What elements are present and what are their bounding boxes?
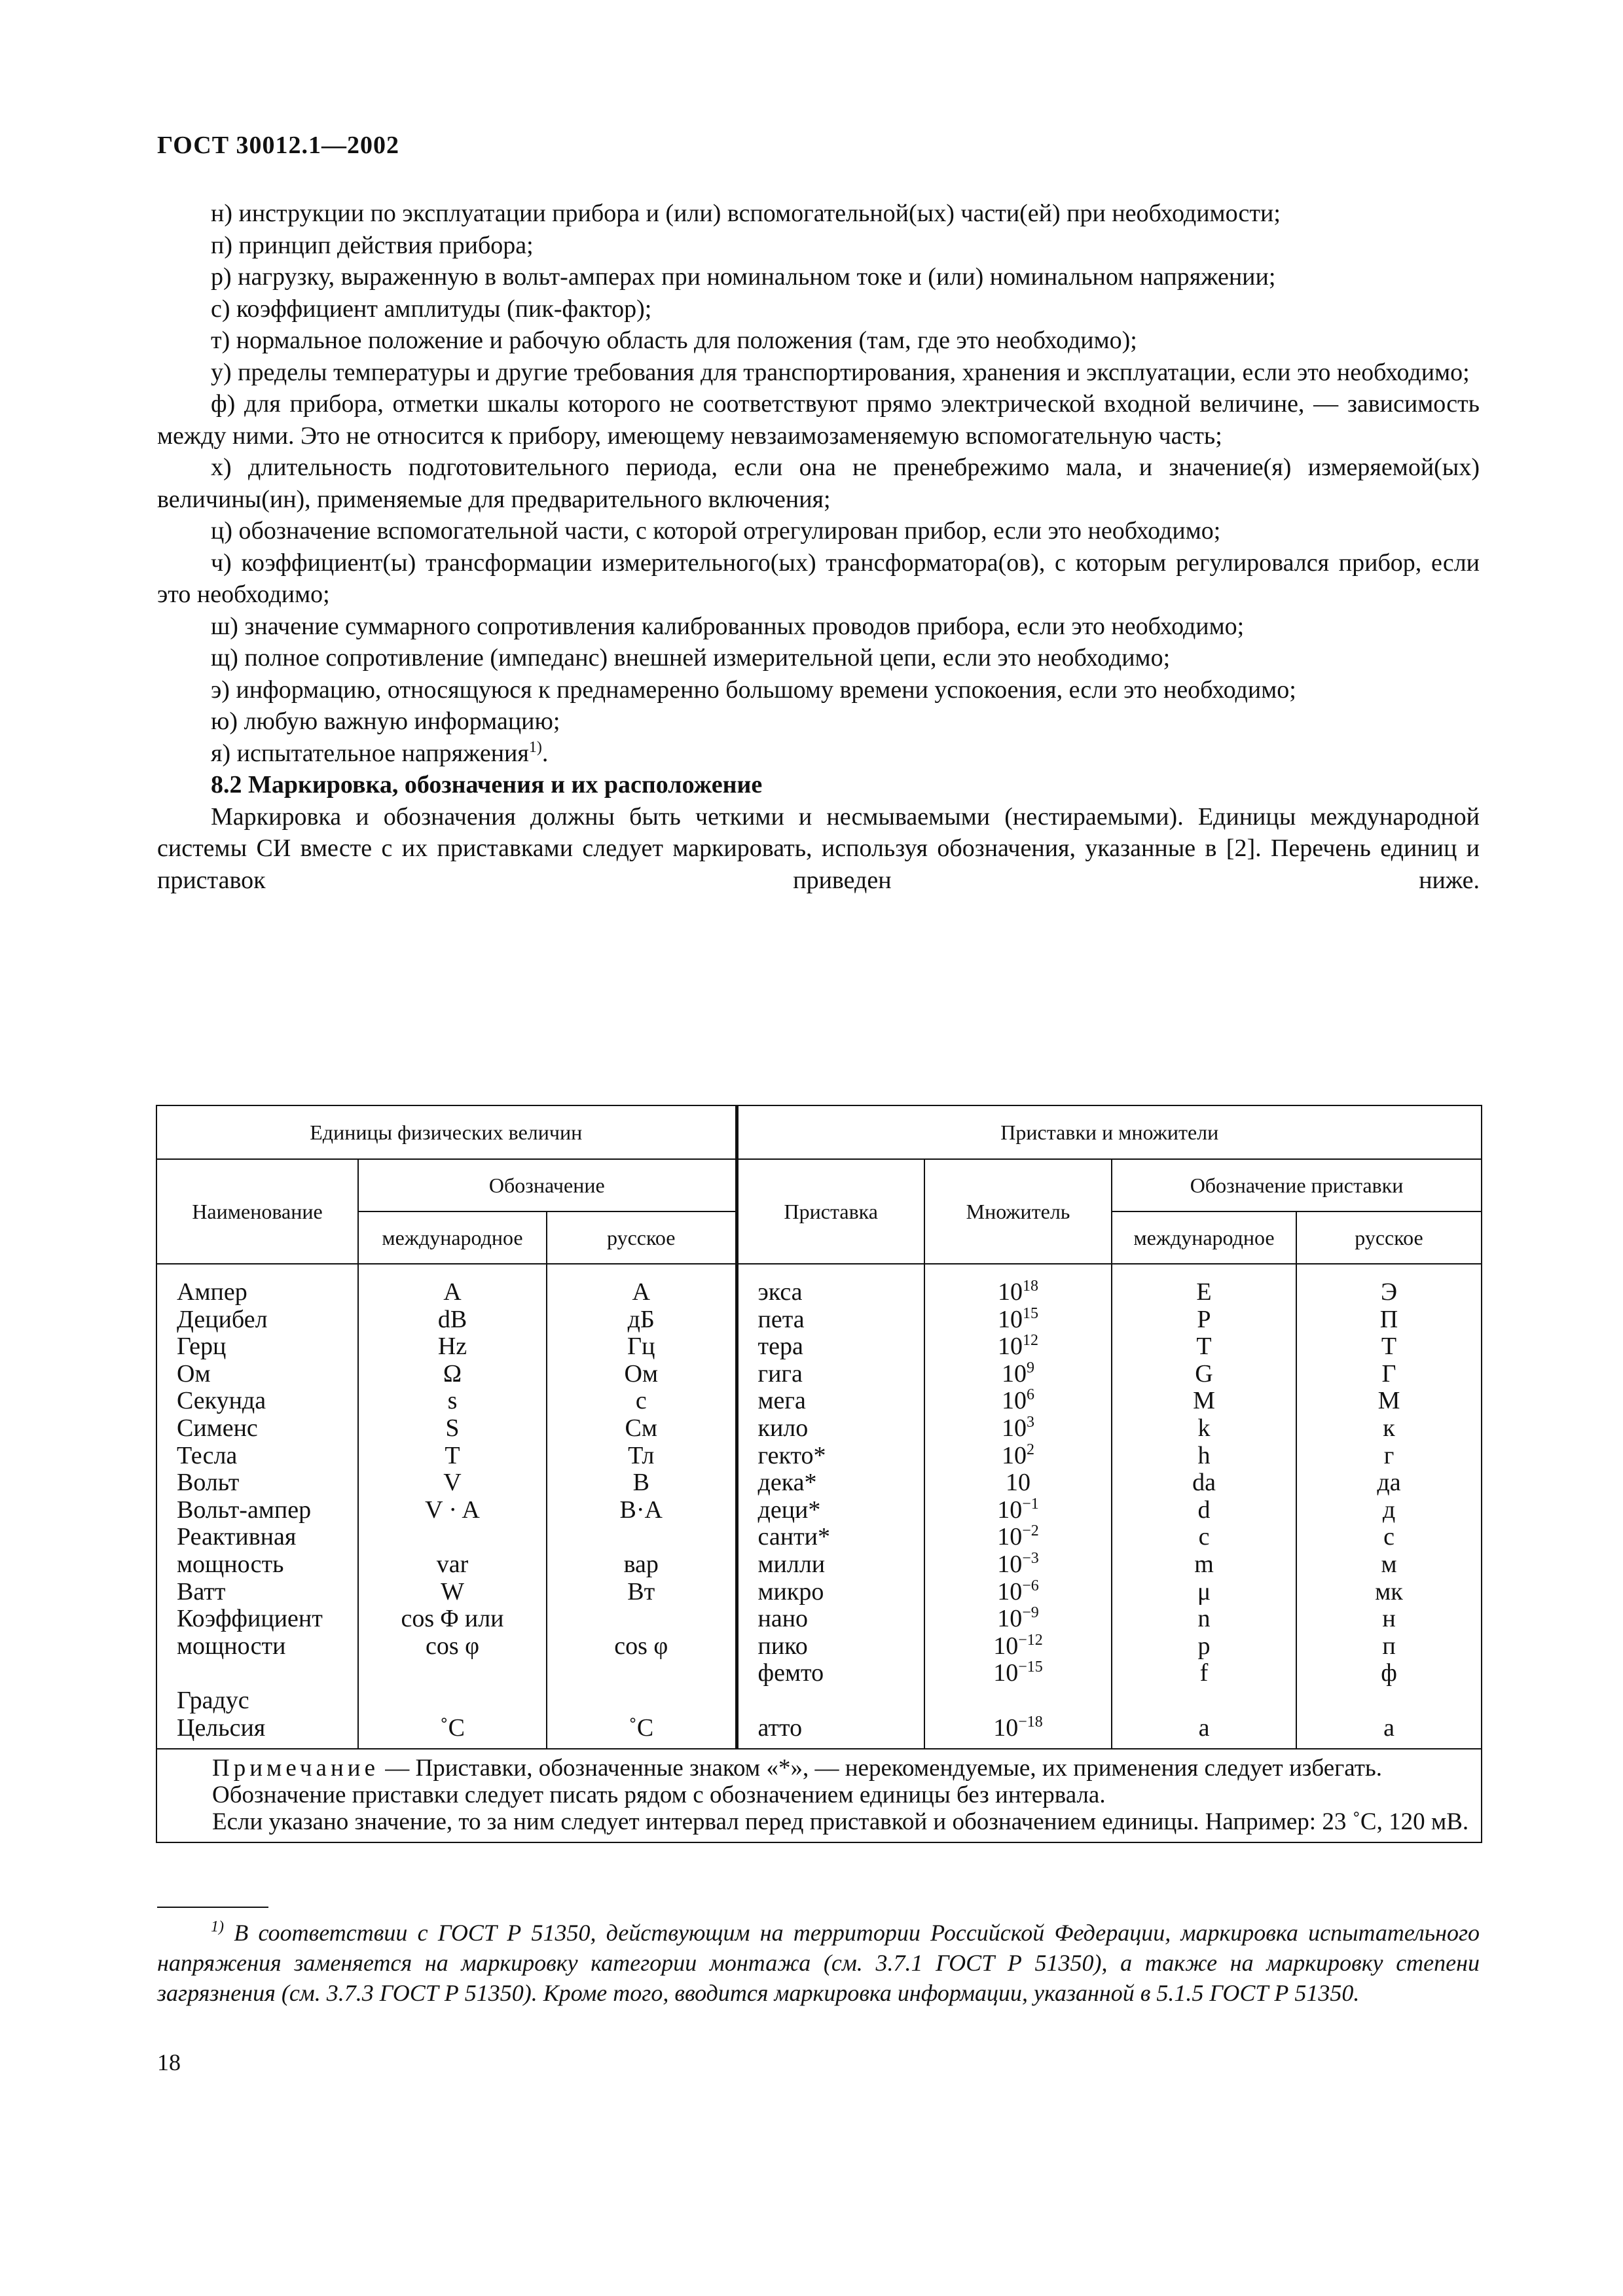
header-prefix-russian: русское	[1296, 1211, 1482, 1264]
table-cell-value: с	[1383, 1523, 1395, 1551]
table-cell-value: Тл	[628, 1441, 655, 1469]
table-cell-value: п	[1382, 1632, 1396, 1660]
table-cell-value: Ω	[443, 1359, 462, 1388]
table-cell-value: Сименс	[177, 1414, 258, 1442]
multiplier-value: $10^{-6}$	[997, 1577, 1039, 1605]
list-item: п) принцип действия прибора;	[211, 231, 534, 259]
table-cell-value: Г	[1381, 1359, 1396, 1388]
table-cell-value	[359, 1687, 546, 1715]
table-cell-value: вар	[623, 1550, 659, 1578]
list-item: с) коэффициент амплитуды (пик-фактор);	[211, 295, 652, 323]
table-cell-value	[547, 1605, 735, 1633]
multiplier-value: $10^6$	[1002, 1386, 1034, 1415]
units-names-cell	[156, 1264, 358, 1749]
multiplier-value: $10^2$	[1002, 1441, 1034, 1469]
table-cell-value: a	[1198, 1713, 1210, 1742]
table-cell-value: пета	[757, 1305, 805, 1333]
multiplier-value: $10^{-15}$	[993, 1659, 1043, 1687]
table-cell-value: Коэффициент	[177, 1605, 323, 1633]
table-cell-value: ˚С	[629, 1713, 654, 1742]
table-cell-value: dB	[437, 1305, 467, 1333]
table-cell-value: E	[1196, 1278, 1212, 1306]
table-cell-value: c	[1198, 1523, 1210, 1551]
header-name: Наименование	[156, 1159, 358, 1264]
table-cell-value: милли	[757, 1550, 826, 1578]
note-paragraph-1: Примечание — Приставки, обозначенные знаком «*», — нерекомендуемые, их применения следует избегать.	[212, 1755, 1383, 1782]
list-item: ч) коэффициент(ы) трансформации измерительного(ых) трансформатора(ов), с которым регулировался прибор, если это необходимо;	[157, 548, 1480, 608]
prefix-intl-cell	[1112, 1264, 1296, 1749]
table-cell-value: Децибел	[177, 1305, 268, 1333]
table-cell-value: da	[1192, 1469, 1216, 1497]
table-cell-value	[547, 1660, 735, 1687]
table-cell-value: Цельсия	[177, 1713, 266, 1742]
list-item: э) информацию, относящуюся к преднамеренно большому времени успокоения, если это необходимо;	[211, 675, 1296, 704]
page-number: 18	[157, 2049, 181, 2075]
table-cell-value: cos φ	[425, 1632, 480, 1660]
table-cell-value: д	[1382, 1496, 1396, 1524]
note-label: Примечание	[212, 1755, 379, 1782]
table-cell-value	[547, 1524, 735, 1551]
table-cell-value: M	[1193, 1387, 1215, 1415]
table-cell-value: кило	[757, 1414, 809, 1442]
list-item: ц) обозначение вспомогательной части, с которой отрегулирован прибор, если это необходимо;	[211, 517, 1221, 545]
multiplier-value: 10	[1006, 1469, 1030, 1497]
table-cell-value: m	[1194, 1550, 1214, 1578]
multiplier-value: $10^{15}$	[998, 1304, 1038, 1333]
table-cell-value: мощность	[177, 1550, 284, 1578]
header-units-group: Единицы физических величин	[156, 1105, 737, 1159]
table-cell-value: пико	[757, 1632, 808, 1660]
table-cell-value: ˚C	[440, 1713, 465, 1742]
table-cell-value: мощности	[177, 1632, 286, 1660]
header-multiplier: Множитель	[924, 1159, 1112, 1264]
table-cell-value: да	[1377, 1469, 1401, 1497]
table-cell-value: М	[1377, 1387, 1400, 1415]
table-cell-value: Ом	[177, 1359, 211, 1388]
section-intro: Маркировка и обозначения должны быть четкими и несмываемыми (нестираемыми). Единицы международной системы СИ вместе с их приставками следует маркировать, используя обозначения, указанные в [2]. Перечень единиц и приставок приведен ниже.	[157, 802, 1480, 894]
footnote-marker: 1)	[211, 1918, 224, 1935]
table-cell-value: санти*	[757, 1523, 830, 1551]
multiplier-value: $10^{-2}$	[997, 1522, 1039, 1551]
table-cell-value	[1297, 1687, 1481, 1715]
table-cell-value: гига	[757, 1359, 803, 1388]
table-cell-value: а	[1383, 1713, 1395, 1742]
requirements-list	[157, 198, 1480, 738]
header-prefix-international: международное	[1112, 1211, 1296, 1264]
multiplier-value: $10^3$	[1002, 1413, 1034, 1442]
list-item: щ) полное сопротивление (импеданс) внешней измерительной цепи, если это необходимо;	[211, 644, 1171, 672]
table-cell-value: Hz	[437, 1333, 467, 1361]
list-item: ю) любую важную информацию;	[211, 708, 560, 735]
table-cell-value: В·А	[619, 1496, 663, 1524]
table-cell-value: Градус	[177, 1686, 249, 1714]
table-cell-value: μ	[1197, 1577, 1211, 1605]
header-unit-international: международное	[358, 1211, 547, 1264]
table-cell-value: мега	[757, 1387, 806, 1415]
multiplier-value: $10^{-18}$	[993, 1713, 1043, 1742]
table-cell-value: См	[625, 1414, 657, 1442]
table-cell-value: T	[1196, 1333, 1212, 1361]
standard-header: ГОСТ 30012.1—2002	[157, 132, 400, 159]
table-cell-value: н	[1382, 1605, 1396, 1633]
table-cell-value: n	[1197, 1605, 1211, 1633]
prefix-rus-cell	[1296, 1264, 1482, 1749]
table-cell-value: cos Φ или	[401, 1605, 504, 1633]
list-item: т) нормальное положение и рабочую область для положения (там, где это необходимо);	[211, 327, 1137, 354]
table-cell-value: p	[1197, 1632, 1211, 1660]
table-cell-value	[758, 1687, 924, 1715]
table-cell-value: г	[1383, 1441, 1395, 1469]
header-prefix-designation: Обозначение приставки	[1112, 1159, 1482, 1211]
table-cell-value: дБ	[627, 1305, 655, 1333]
list-item: ш) значение суммарного сопротивления калиброванных проводов прибора, если это необходимо;	[211, 612, 1245, 640]
table-cell-value: микро	[757, 1577, 824, 1605]
header-unit-russian: русское	[547, 1211, 737, 1264]
table-cell-value: мк	[1375, 1577, 1403, 1605]
table-cell-value	[177, 1660, 357, 1687]
table-cell-value: Ватт	[177, 1577, 226, 1605]
table-cell-value: дека*	[757, 1469, 817, 1497]
table-cell-value: фемто	[757, 1659, 824, 1687]
units-rus-cell	[547, 1264, 737, 1749]
table-cell-value: A	[443, 1278, 462, 1306]
table-cell-value: Вт	[627, 1577, 655, 1605]
table-cell-value: деци*	[757, 1496, 821, 1524]
table-cell-value	[359, 1524, 546, 1551]
table-cell-value: атто	[757, 1713, 803, 1742]
table-cell-value: s	[447, 1387, 458, 1415]
table-cell-value: тера	[757, 1333, 803, 1361]
footnote-divider	[157, 1907, 268, 1908]
list-item: ф) для прибора, отметки шкалы которого не соответствуют прямо электрической входной величине, — зависимость между ними. Это не относится к прибору, имеющему невзаимозаменяемую вспомогательную часть;	[157, 390, 1480, 450]
table-cell-value: f	[1199, 1659, 1209, 1687]
table-cell-value: V · A	[425, 1496, 480, 1524]
footnote	[157, 1918, 1480, 2008]
table-cell-value: Гц	[627, 1333, 655, 1361]
document-body	[157, 198, 1480, 896]
note-paragraph-2: Обозначение приставки следует писать рядом с обозначением единицы без интервала.	[212, 1782, 1106, 1809]
table-cell-value: Вольт	[177, 1469, 240, 1497]
table-cell-value: Э	[1380, 1278, 1398, 1306]
units-intl-cell	[358, 1264, 547, 1749]
table-cell-value: T	[445, 1441, 460, 1469]
table-cell-value: Секунда	[177, 1387, 266, 1415]
table-cell-value: d	[1197, 1496, 1211, 1524]
units-prefixes-table	[156, 1105, 1482, 1843]
table-cell-value	[359, 1660, 546, 1687]
table-cell-value: k	[1197, 1414, 1211, 1442]
table-cell-value: V	[443, 1469, 462, 1497]
table-cell-value: А	[632, 1278, 650, 1306]
multiplier-value	[925, 1687, 1111, 1715]
multiplier-value: $10^9$	[1002, 1359, 1034, 1388]
table-cell-value: W	[441, 1577, 464, 1605]
table-cell-value: к	[1383, 1414, 1395, 1442]
table-cell-value: G	[1195, 1359, 1213, 1388]
header-prefix: Приставка	[737, 1159, 924, 1264]
footnote-text: В соответствии с ГОСТ Р 51350, действующим на территории Российской Федерации, маркировка испытательного напряжения заменяется на маркировку категории монтажа (см. 3.7.1 ГОСТ Р 51350), а также на маркировку степени загрязнения (см. 3.7.3 ГОСТ Р 51350). Кроме того, вводится маркировка информации, указанной в 5.1.5 ГОСТ Р 51350.	[157, 1920, 1480, 2006]
table-cell-value: гекто*	[757, 1441, 826, 1469]
table-cell-value: Вольт-ампер	[177, 1496, 312, 1524]
table-cell-value: Герц	[177, 1333, 227, 1361]
list-item-last: я) испытательное напряжения$^{1)}$.	[211, 738, 549, 767]
multiplier-value: $10^{-12}$	[993, 1631, 1043, 1660]
table-cell-value: с	[635, 1387, 647, 1415]
table-cell-value: м	[1381, 1550, 1397, 1578]
table-cell-value: Т	[1381, 1333, 1397, 1361]
prefixes-cell	[737, 1264, 924, 1749]
table-cell-value: П	[1379, 1305, 1398, 1333]
multipliers-cell	[924, 1264, 1112, 1749]
table-cell-value	[1112, 1687, 1296, 1715]
list-item: р) нагрузку, выраженную в вольт-амперах при номинальном токе и (или) номинальном напряжении;	[211, 263, 1276, 291]
table-cell-value: var	[436, 1550, 469, 1578]
table-cell-value: экса	[757, 1278, 803, 1306]
table-cell-value: S	[445, 1414, 460, 1442]
table-cell-value: P	[1197, 1305, 1211, 1333]
list-item: у) пределы температуры и другие требования для транспортирования, хранения и эксплуатации, если это необходимо;	[211, 358, 1470, 386]
table-cell-value: Ом	[624, 1359, 658, 1388]
header-prefixes-group: Приставки и множители	[737, 1105, 1482, 1159]
table-cell-value: нано	[757, 1605, 809, 1633]
list-item: х) длительность подготовительного периода, если она не пренебрежимо мала, и значение(я) измеряемой(ых) величины(ин), применяемые для предварительного включения;	[157, 454, 1480, 513]
table-note	[156, 1749, 1482, 1842]
multiplier-value: $10^{-3}$	[997, 1549, 1039, 1578]
table-cell-value: Тесла	[177, 1441, 238, 1469]
table-cell-value: h	[1197, 1441, 1211, 1469]
multiplier-value: $10^{-9}$	[997, 1604, 1039, 1633]
multiplier-value: $10^{-1}$	[997, 1495, 1039, 1524]
table-cell-value: Ампер	[177, 1278, 247, 1306]
list-item: н) инструкции по эксплуатации прибора и (или) вспомогательной(ых) части(ей) при необходимости;	[211, 200, 1281, 227]
header-designation: Обозначение	[358, 1159, 737, 1211]
multiplier-value: $10^{12}$	[998, 1332, 1038, 1361]
note-paragraph-3: Если указано значение, то за ним следует интервал перед приставкой и обозначением единицы. Например: 23 ˚С, 120 мВ.	[212, 1808, 1469, 1836]
table-cell-value: В	[632, 1469, 649, 1497]
multiplier-value: $10^{18}$	[998, 1278, 1038, 1306]
section-heading: 8.2 Маркировка, обозначения и их расположение	[211, 771, 763, 798]
table-cell-value	[547, 1687, 735, 1715]
table-cell-value: ф	[1381, 1659, 1397, 1687]
footnote-ref[interactable]: 1)	[528, 738, 542, 756]
table-cell-value: cos φ	[614, 1632, 668, 1660]
table-cell-value: Реактивная	[177, 1523, 297, 1551]
